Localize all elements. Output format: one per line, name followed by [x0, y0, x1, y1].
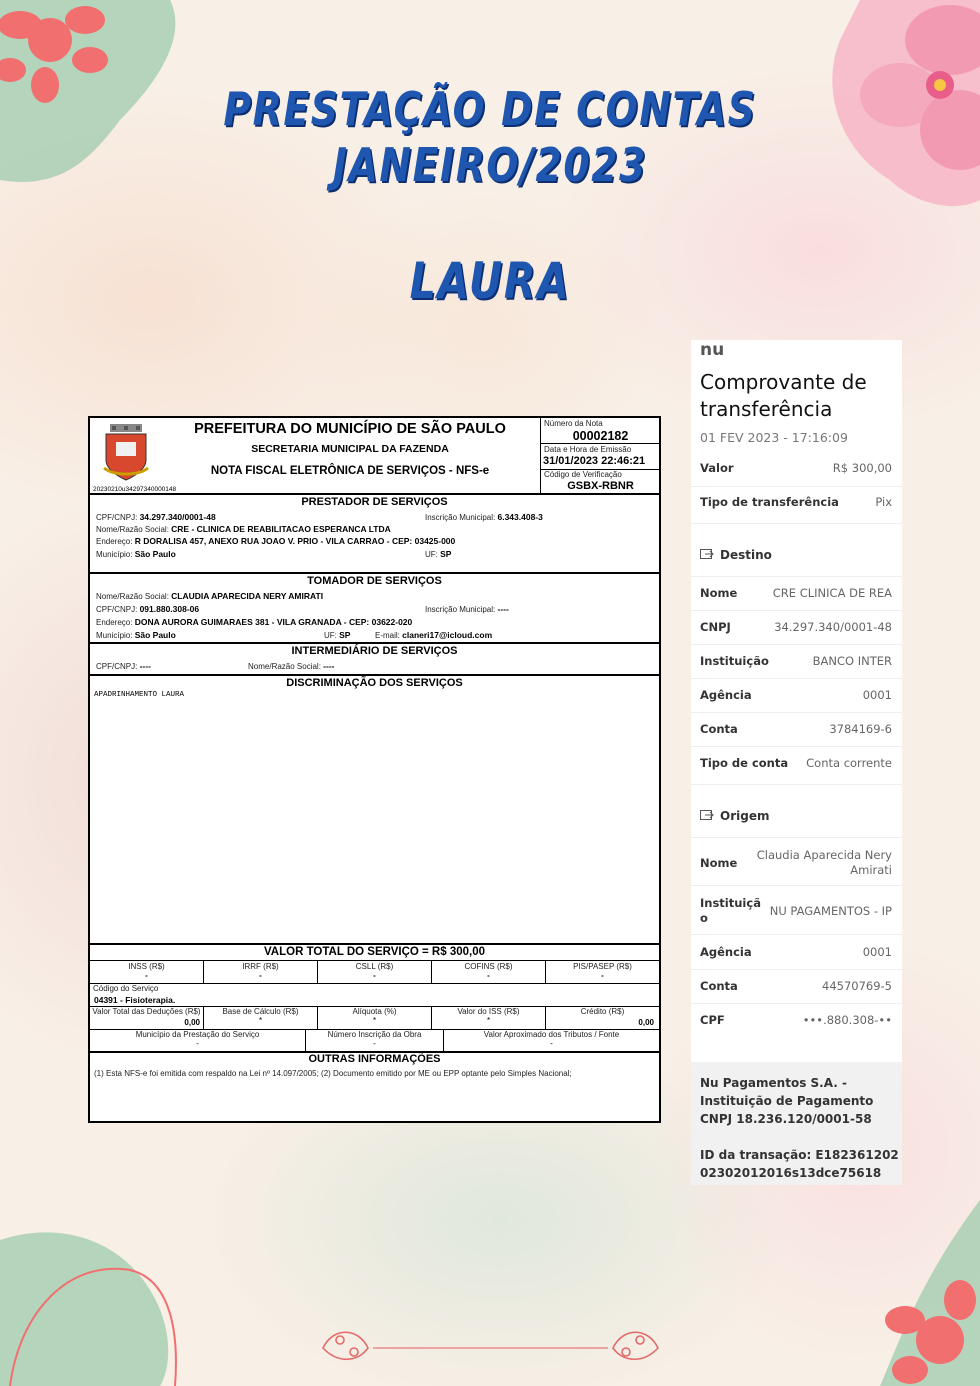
- intermediario-heading: INTERMEDIÁRIO DE SERVIÇOS: [291, 645, 458, 657]
- origem-nome-line1: Claudia Aparecida Nery: [756, 848, 892, 862]
- destino-label: Nome: [700, 586, 738, 600]
- origem-label: Agência: [700, 945, 752, 959]
- extra-label: Número Inscrição da Obra: [327, 1030, 422, 1039]
- destino-section-heading: [700, 548, 772, 562]
- tributo-value: -: [145, 971, 148, 980]
- destino-value: 34.297.340/0001-48: [774, 620, 892, 634]
- origem-value: •••.880.308-••: [802, 1013, 892, 1027]
- valor-value: R$ 300,00: [832, 461, 892, 475]
- destino-value: BANCO INTER: [812, 654, 892, 668]
- extra-value: -: [373, 1039, 376, 1048]
- prestador-mun: São Paulo: [134, 549, 176, 559]
- codigo-servico-label: Código do Serviço: [93, 984, 159, 993]
- origem-inst-label-wrap: o: [700, 911, 708, 925]
- destino-label: CNPJ: [700, 620, 731, 634]
- origem-nome-line2: Amirati: [850, 863, 892, 877]
- footer-cnpj: CNPJ 18.236.120/0001-58: [700, 1112, 872, 1126]
- valor-cell: [90, 1007, 204, 1029]
- tributo-value: -: [373, 971, 376, 980]
- receipt-datetime: 01 FEV 2023 - 17:16:09: [700, 430, 848, 445]
- tributo-cell: [546, 961, 659, 983]
- origem-inst-label: Instituiçã: [700, 896, 761, 910]
- tributo-cell: [90, 961, 204, 983]
- prestador-end-label: Endereço:: [96, 537, 133, 546]
- origem-inst-value: NU PAGAMENTOS - IP: [769, 904, 892, 918]
- valor-cell: [204, 1007, 318, 1029]
- extra-value: -: [196, 1039, 199, 1048]
- prestador-heading: PRESTADOR DE SERVIÇOS: [301, 496, 448, 508]
- valor-label: Crédito (R$): [580, 1007, 625, 1016]
- tributo-cell: [432, 961, 546, 983]
- tributos-row: [90, 961, 659, 983]
- valor-label: Valor do ISS (R$): [457, 1007, 520, 1016]
- tributo-label: PIS/PASEP (R$): [573, 962, 632, 971]
- footer-transaction-id: ID da transação: E182361202: [700, 1148, 899, 1162]
- tomador-im-label: Inscrição Municipal:: [425, 605, 496, 614]
- valor-value: *: [258, 1016, 263, 1025]
- extra-label: Valor Aproximado dos Tributos / Fonte: [483, 1030, 620, 1039]
- tributo-cell: [318, 961, 432, 983]
- prestador-nome-label: Nome/Razão Social:: [96, 525, 169, 534]
- valor-cell: [318, 1007, 432, 1029]
- page-title: PRESTAÇÃO DE CONTAS: [223, 82, 757, 136]
- extra-cell: [90, 1030, 306, 1051]
- barcode-text: 20230210u34297340000148: [93, 486, 177, 493]
- tributo-value: -: [487, 971, 490, 980]
- outras-text: (1) Esta NFS-e foi emitida com respaldo na Lei nº 14.097/2005; (2) Documento emitido por ME ou EPP optante pelo Simples Nacional;: [94, 1069, 572, 1078]
- page-name: LAURA: [409, 252, 571, 310]
- tomador-email: claneri17@icloud.com: [402, 630, 493, 640]
- footer-transaction-id-cont: 02302012016s13dce75618: [700, 1166, 882, 1180]
- prestador-im: 6.343.408-3: [497, 512, 543, 522]
- valor-label: Valor Total das Deduções (R$): [92, 1007, 201, 1016]
- valor-cell: [546, 1007, 659, 1029]
- prefeitura-heading: PREFEITURA DO MUNICÍPIO DE SÃO PAULO: [194, 421, 506, 437]
- nu-logo: nu: [700, 340, 725, 360]
- numero-nota-label: Número da Nota: [544, 419, 603, 428]
- tipo-label: Tipo de transferência: [700, 495, 839, 509]
- outras-heading: OUTRAS INFORMAÇÕES: [308, 1053, 441, 1065]
- extra-label: Município da Prestação do Serviço: [135, 1030, 260, 1039]
- tomador-cpf-label: CPF/CNPJ:: [96, 605, 138, 614]
- destino-heading: Destino: [720, 548, 772, 562]
- tributo-label: INSS (R$): [128, 962, 165, 971]
- tomador-uf: SP: [339, 630, 351, 640]
- valor-label: Alíquota (%): [352, 1007, 397, 1016]
- nfse-type-heading: NOTA FISCAL ELETRÔNICA DE SERVIÇOS - NFS-e: [210, 465, 490, 477]
- destino-label: Agência: [700, 688, 752, 702]
- transfer-arrow-icon: [700, 810, 714, 821]
- tomador-uf-label: UF:: [324, 631, 337, 640]
- tributo-label: CSLL (R$): [355, 962, 394, 971]
- destino-label: Tipo de conta: [700, 756, 789, 770]
- prestador-im-label: Inscrição Municipal:: [425, 513, 496, 522]
- intermediario-nome-label: Nome/Razão Social:: [248, 662, 321, 671]
- tomador-mun-label: Município:: [96, 631, 133, 640]
- decor-bottom-left: [0, 1200, 200, 1386]
- right-flourish-icon: [613, 1332, 658, 1359]
- discriminacao-heading: DISCRIMINAÇÃO DOS SERVIÇOS: [286, 677, 463, 689]
- valor-label: Base de Cálculo (R$): [222, 1007, 299, 1016]
- tributo-label: IRRF (R$): [242, 962, 279, 971]
- numero-nota-value: 00002182: [572, 429, 629, 443]
- valor-value: *: [372, 1016, 377, 1025]
- left-flourish-icon: [323, 1332, 368, 1359]
- ornament-divider: [318, 1322, 663, 1368]
- intermediario-cpf-label: CPF/CNPJ:: [96, 662, 138, 671]
- valor-label: Valor: [700, 461, 734, 475]
- origem-nome-label: Nome: [700, 856, 738, 870]
- transfer-arrow-icon: [700, 549, 714, 560]
- valor-cell: [432, 1007, 546, 1029]
- valor-value: 0,00: [638, 1018, 654, 1027]
- prestador-mun-label: Município:: [96, 550, 133, 559]
- prestador-end: R DORALISA 457, ANEXO RUA JOAO V. PRIO - VILA CARRAO - CEP: 03425-000: [134, 536, 456, 546]
- transfer-receipt: [691, 340, 902, 1185]
- emissao-label: Data e Hora de Emissão: [544, 445, 632, 454]
- codigo-servico-value: 04391 - Fisioterapia.: [94, 995, 176, 1005]
- destino-value: 0001: [862, 688, 892, 702]
- origem-inst-row: [700, 896, 892, 928]
- extra-cell: [306, 1030, 444, 1051]
- extra-value: -: [550, 1039, 553, 1048]
- tributo-label: COFINS (R$): [464, 962, 513, 971]
- tomador-mun: São Paulo: [134, 630, 176, 640]
- tomador-nome: CLAUDIA APARECIDA NERY AMIRATI: [171, 591, 324, 601]
- city-seal-icon: [100, 422, 152, 484]
- destino-value: Conta corrente: [806, 756, 892, 770]
- destino-label: Conta: [700, 722, 738, 736]
- prestador-cpf: 34.297.340/0001-48: [139, 512, 216, 522]
- destino-label: Instituição: [700, 654, 769, 668]
- verificacao-label: Código de Verificação: [544, 470, 622, 479]
- destino-value: 3784169-6: [829, 722, 892, 736]
- receipt-title-line1: Comprovante de: [700, 370, 867, 394]
- valores-row: [90, 1007, 659, 1029]
- prestador-uf-label: UF:: [425, 550, 438, 559]
- tomador-nome-label: Nome/Razão Social:: [96, 592, 169, 601]
- receipt-footer: [691, 1062, 902, 1185]
- emissao-value: 31/01/2023 22:46:21: [543, 455, 646, 467]
- verificacao-value: GSBX-RBNR: [567, 480, 634, 492]
- discriminacao-text: APADRINHAMENTO LAURA: [94, 691, 185, 699]
- prestador-cpf-label: CPF/CNPJ:: [96, 513, 138, 522]
- valor-value: 0,00: [184, 1018, 200, 1027]
- intermediario-nome: ----: [323, 661, 335, 671]
- tributo-value: -: [259, 971, 262, 980]
- prestador-uf: SP: [440, 549, 452, 559]
- footer-company-type: Instituição de Pagamento: [700, 1094, 874, 1108]
- receipt-title-line2: transferência: [700, 397, 833, 421]
- footer-company: Nu Pagamentos S.A. -: [700, 1076, 847, 1090]
- tomador-cpf: 091.880.308-06: [139, 604, 200, 614]
- nfse-document: [88, 416, 661, 1123]
- extras-row: [90, 1030, 659, 1051]
- decor-bottom-right: [860, 1200, 980, 1386]
- origem-section-heading: [700, 809, 769, 823]
- tributo-value: -: [601, 971, 604, 980]
- tomador-email-label: E-mail:: [375, 631, 400, 640]
- origem-value: 44570769-5: [822, 979, 892, 993]
- intermediario-cpf: ----: [139, 661, 151, 671]
- tomador-im: ----: [497, 604, 509, 614]
- page-subtitle-month: JANEIRO/2023: [332, 138, 648, 192]
- destino-value: CRE CLINICA DE REA: [772, 586, 892, 600]
- origem-value: 0001: [862, 945, 892, 959]
- tomador-end-label: Endereço:: [96, 618, 133, 627]
- tomador-end: DONA AURORA GUIMARAES 381 - VILA GRANADA - CEP: 03622-020: [134, 617, 413, 627]
- tomador-heading: TOMADOR DE SERVIÇOS: [307, 575, 442, 587]
- origem-label: CPF: [700, 1013, 725, 1027]
- valor-total: VALOR TOTAL DO SERVIÇO = R$ 300,00: [263, 946, 485, 958]
- origem-label: Conta: [700, 979, 738, 993]
- origem-nome-row: [700, 848, 892, 880]
- tributo-cell: [204, 961, 318, 983]
- valor-value: *: [486, 1016, 491, 1025]
- secretaria-heading: SECRETARIA MUNICIPAL DA FAZENDA: [251, 443, 449, 455]
- extra-cell: [444, 1030, 659, 1051]
- prestador-nome: CRE - CLINICA DE REABILITACAO ESPERANCA LTDA: [171, 524, 391, 534]
- origem-heading: Origem: [720, 809, 770, 823]
- tipo-value: Pix: [875, 495, 892, 509]
